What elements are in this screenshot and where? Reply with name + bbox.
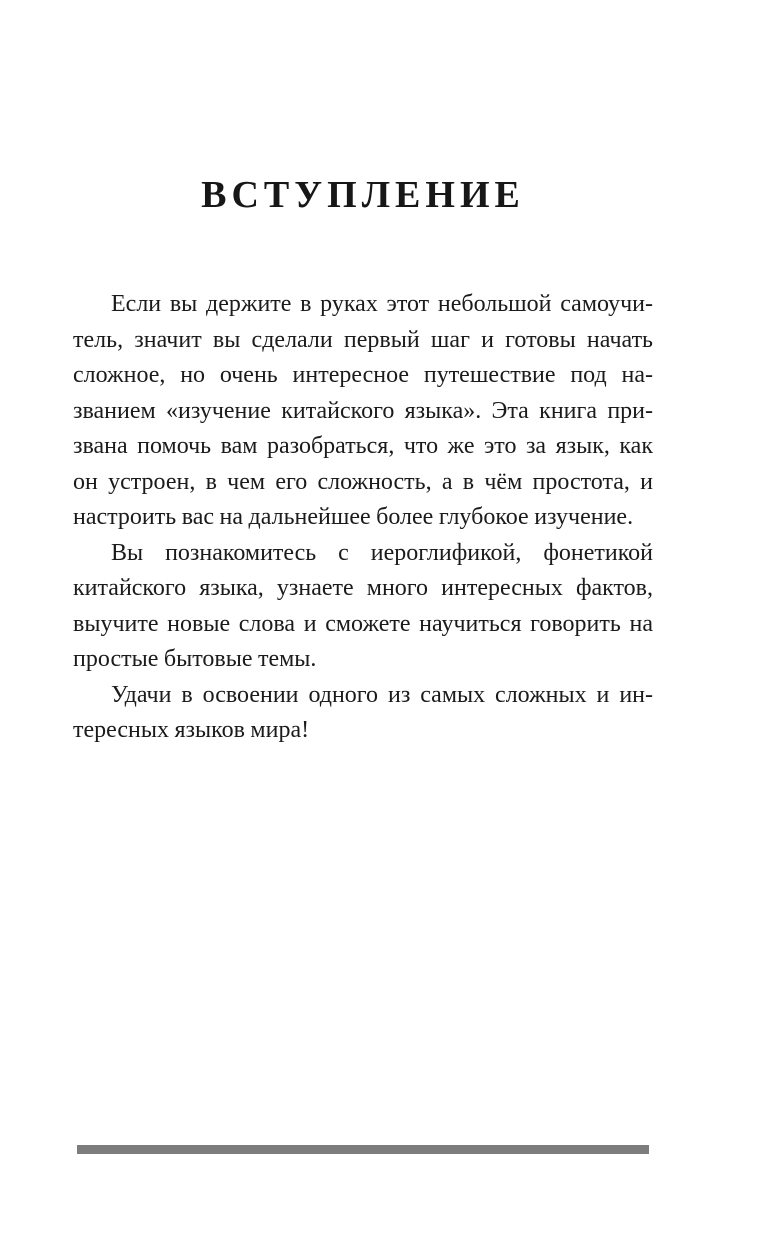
text-line: настроить вас на дальнейшее более глубокое изучение.	[73, 504, 634, 530]
text-line: Удачи в освоении одного из самых сложных и ин-	[111, 681, 653, 708]
text-line: он устроен, в чем его сложность, а в чём простота, и	[73, 468, 653, 495]
paragraph	[73, 536, 653, 678]
text-line: званием «изучение китайского языка». Эта книга при-	[73, 397, 653, 424]
text-line: звана помочь вам разобраться, что же это за язык, как	[73, 433, 653, 459]
paragraph	[73, 678, 653, 749]
text-line: сложное, но очень интересное путешествие под на-	[73, 362, 653, 388]
text-line: простые бытовые темы.	[73, 646, 317, 672]
chapter-title: ВСТУПЛЕНИЕ	[201, 174, 525, 216]
text-line: китайского языка, узнаете много интересных фактов,	[73, 575, 653, 601]
divider-bar	[77, 1145, 649, 1154]
text-line: Вы познакомитесь с иероглификой, фонетикой	[111, 539, 653, 566]
text-line: Если вы держите в руках этот небольшой самоучи-	[111, 291, 653, 317]
paragraph	[73, 287, 653, 536]
text-line: выучите новые слова и сможете научиться говорить на	[73, 610, 653, 637]
text-line: тель, значит вы сделали первый шаг и готовы начать	[73, 326, 653, 353]
body-text	[73, 287, 653, 749]
text-line: тересных языков мира!	[73, 717, 310, 743]
text-block	[73, 0, 653, 749]
